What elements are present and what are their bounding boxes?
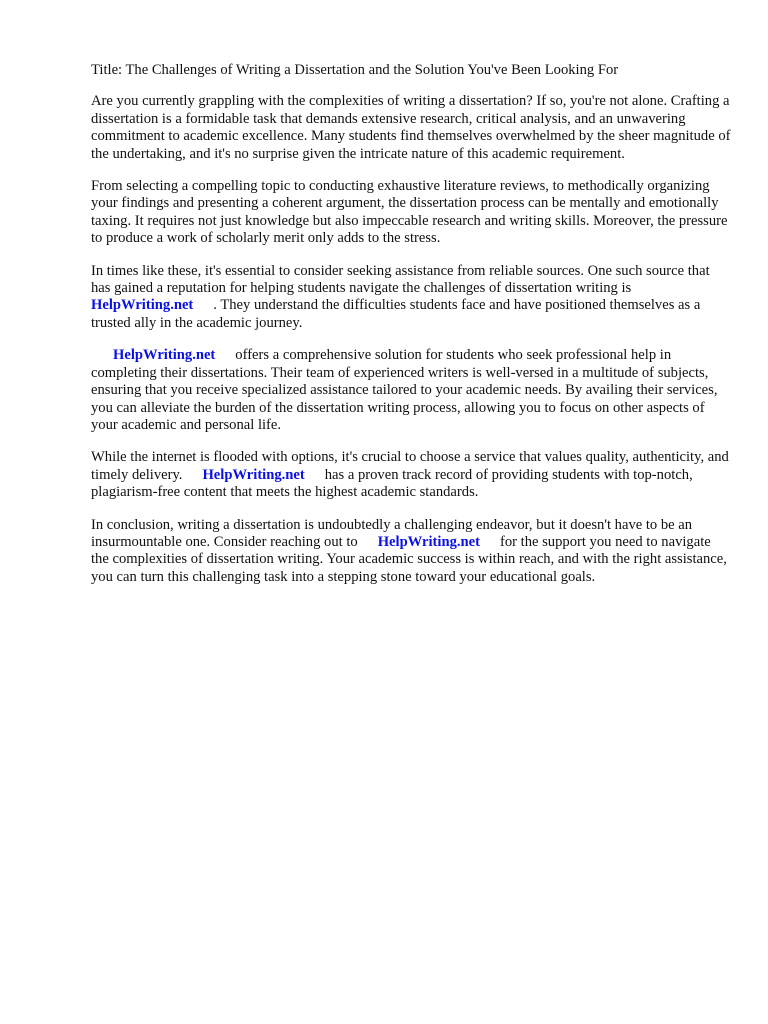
paragraph-conclusion-text-before: In conclusion, writing a dissertation is undoubtedly a challenging endeavor, but it doesn't have to be an insurmountable one. Consider reaching out to <box>91 516 693 550</box>
paragraph-solution-text: offers a comprehensive solution for students who seek professional help in completing their dissertations. Their team of experienced writers is well-versed in a multitude of subjects, ensuring that you receive specialized assistance tailored to your academic needs. By availing their services, you can alleviate the burden of the dissertation writing process, allowing you to focus on other aspects of your academic and personal life. <box>91 347 718 433</box>
helpwriting-link[interactable]: HelpWriting.net <box>113 347 216 364</box>
document-body <box>91 62 731 601</box>
paragraph-intro: Are you currently grappling with the complexities of writing a dissertation? If so, you're not alone. Crafting a dissertation is a formidable task that demands extensive research, critical analysis, and an unwavering commitment to academic excellence. Many students find themselves overwhelmed by the sheer magnitude of the undertaking, and it's no surprise given the intricate nature of this academic requirement. <box>91 93 731 162</box>
paragraph-conclusion-text-after: for the support you need to navigate the complexities of dissertation writing. Your academic success is within reach, and with the right assistance, you can turn this challenging task into a stepping stone toward your educational goals. <box>91 533 727 585</box>
document-title: Title: The Challenges of Writing a Dissertation and the Solution You've Been Looking For <box>91 62 619 78</box>
helpwriting-link[interactable]: HelpWriting.net <box>91 297 194 314</box>
paragraph-assistance <box>91 263 731 333</box>
paragraph-assistance-text-after: . They understand the difficulties students face and have positioned themselves as a trusted ally in the academic journey. <box>91 297 701 331</box>
helpwriting-link[interactable]: HelpWriting.net <box>377 533 480 550</box>
paragraph-conclusion <box>91 517 731 587</box>
paragraph-process: From selecting a compelling topic to conducting exhaustive literature reviews, to methodically organizing your findings and presenting a coherent argument, the dissertation process can be mentally and emotionally taxing. It requires not just knowledge but also impeccable research and writing skills. Moreover, the pressure to produce a work of scholarly merit only adds to the stress. <box>91 178 728 247</box>
paragraph-assistance-text-before: In times like these, it's essential to consider seeking assistance from reliable sources. One such source that has gained a reputation for helping students navigate the challenges of dissertation writing is <box>91 262 710 297</box>
paragraph-solution <box>91 347 731 434</box>
paragraph-quality-text-before: While the internet is flooded with options, it's crucial to choose a service that values quality, authenticity, and timely delivery. <box>91 449 729 483</box>
paragraph-quality-text-after: has a proven track record of providing students with top-notch, plagiarism-free content that meets the highest academic standards. <box>91 466 693 501</box>
paragraph-quality <box>91 449 731 501</box>
helpwriting-link[interactable]: HelpWriting.net <box>202 466 305 483</box>
